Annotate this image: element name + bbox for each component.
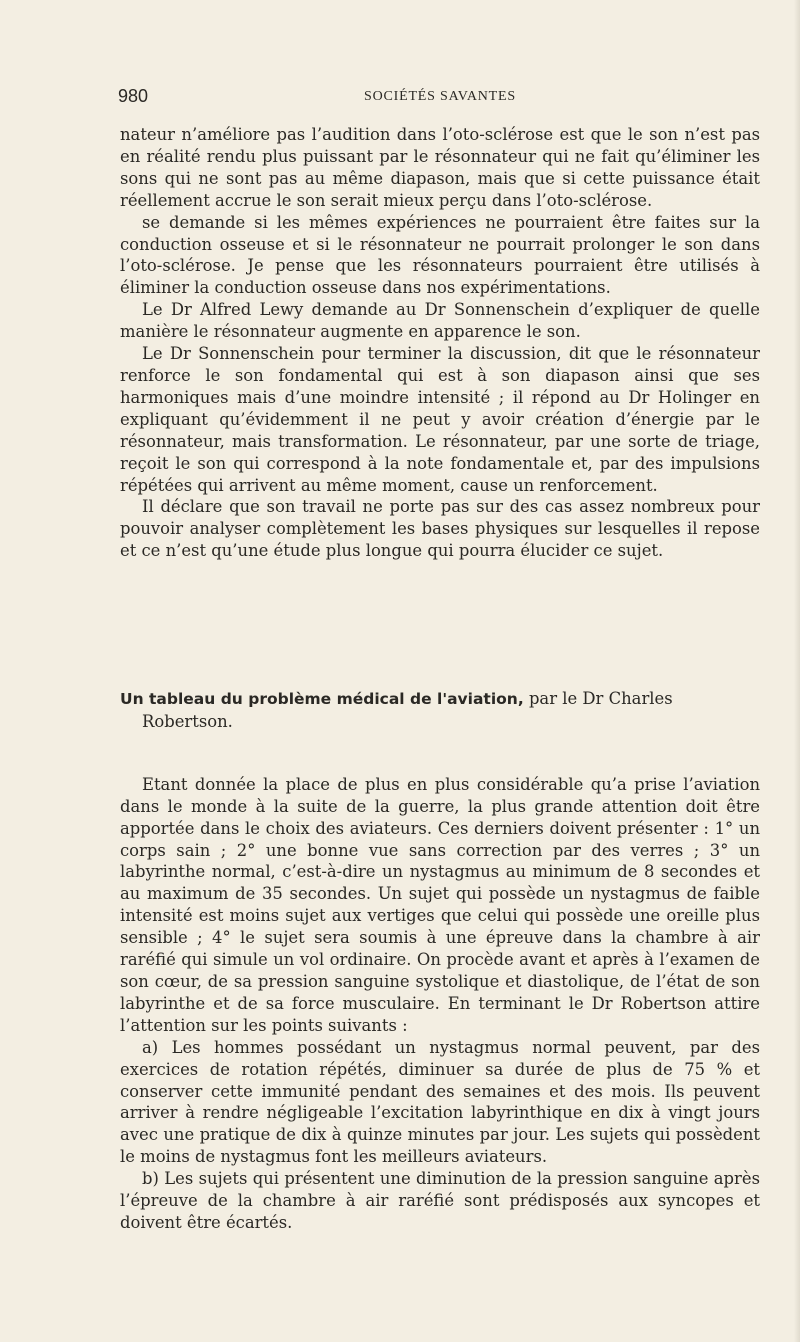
article-section <box>120 688 760 1234</box>
paragraph: Il déclare que son travail ne porte pas sur des cas assez nombreux pour pouvoir analyser complètement les bases physiques sur lesquelles il repose et ce n’est qu’une étude plus longue qui pourra élucider ce sujet. <box>120 497 760 561</box>
paragraph: Etant donnée la place de plus en plus considérable qu’a prise l’aviation dans le monde à la suite de la guerre, la plus grande attention doit être apportée dans le choix des aviateurs. Ces derniers doivent présenter : 1° un corps sain ; 2° une bonne vue sans correction par des verres ; 3° un labyrinthe normal, c’est-à-dire un nystagmus au minimum de 8 secondes et au maximum de 35 secondes. Un sujet qui possède un nystagmus de faible intensité est moins sujet aux vertiges que celui qui possède une oreille plus sensible ; 4° le sujet sera soumis à une épreuve dans la chambre à air raréfié qui simule un vol ordinaire. On procède avant et après à l’examen de son cœur, de sa pression sanguine systolique et diastolique, de l’état de son labyrinthe et de sa force musculaire. En terminant le Dr Robertson attire l’attention sur les points suivants : <box>120 774 760 1035</box>
paragraph: se demande si les mêmes expériences ne pourraient être faites sur la conduction osseuse et si le résonnateur ne pourrait prolonger le son dans l’oto-sclérose. Je pense que les résonnateurs pourraient être utilisés à éliminer la conduction osseuse dans nos expérimentations. <box>120 212 760 298</box>
scan-edge-shadow <box>794 0 800 1342</box>
paragraph: nateur n’améliore pas l’audition dans l’oto-sclérose est que le son n’est pas en réalité rendu plus puissant par le résonnateur qui ne fait qu’éliminer les sons qui ne sont pas au même diapason, mais que si cette puissance était réellement accrue le son serait mieux perçu dans l’oto-sclérose. <box>120 125 760 210</box>
paragraph: Le Dr Alfred Lewy demande au Dr Sonnenschein d’expliquer de quelle manière le résonnateur augmente en apparence le son. <box>120 300 760 342</box>
section-title-author: par le Dr Charles Robertson. <box>142 689 673 731</box>
paragraph: Le Dr Sonnenschein pour terminer la discussion, dit que le résonnateur renforce le son fondamental qui est à son diapason ainsi que ses harmoniques mais d’une moindre intensité ; il répond au Dr Holinger en expliquant qu’évidemment il ne peut y avoir création d’énergie par le résonnateur, mais transformation. Le résonnateur, par une sorte de triage, reçoit le son qui correspond à la note fondamentale et, par des impulsions répétées qui arrivent au même moment, cause un renforcement. <box>120 344 760 495</box>
section-title <box>120 688 760 733</box>
paragraph: a) Les hommes possédant un nystagmus normal peuvent, par des exercices de rotation répétés, diminuer sa durée de plus de 75 % et conserver cette immunité pendant des semaines et des mois. Ils peuvent arriver à rendre négligeable l’excitation labyrinthique en dix à vingt jours avec une pratique de dix à quinze minutes par jour. Les sujets qui possèdent le moins de nystagmus font les meilleurs aviateurs. <box>120 1037 760 1167</box>
page-header <box>118 86 758 110</box>
discussion-text <box>120 124 760 562</box>
section-body <box>120 774 760 1234</box>
section-title-bold: Un tableau du problème médical de l'aviation, <box>120 690 524 708</box>
running-head: SOCIÉTÉS SAVANTES <box>364 89 516 104</box>
page-number: 980 <box>118 86 149 106</box>
paragraph: b) Les sujets qui présentent une diminution de la pression sanguine après l’épreuve de la chambre à air raréfié sont prédisposés aux syncopes et doivent être écartés. <box>120 1169 760 1232</box>
